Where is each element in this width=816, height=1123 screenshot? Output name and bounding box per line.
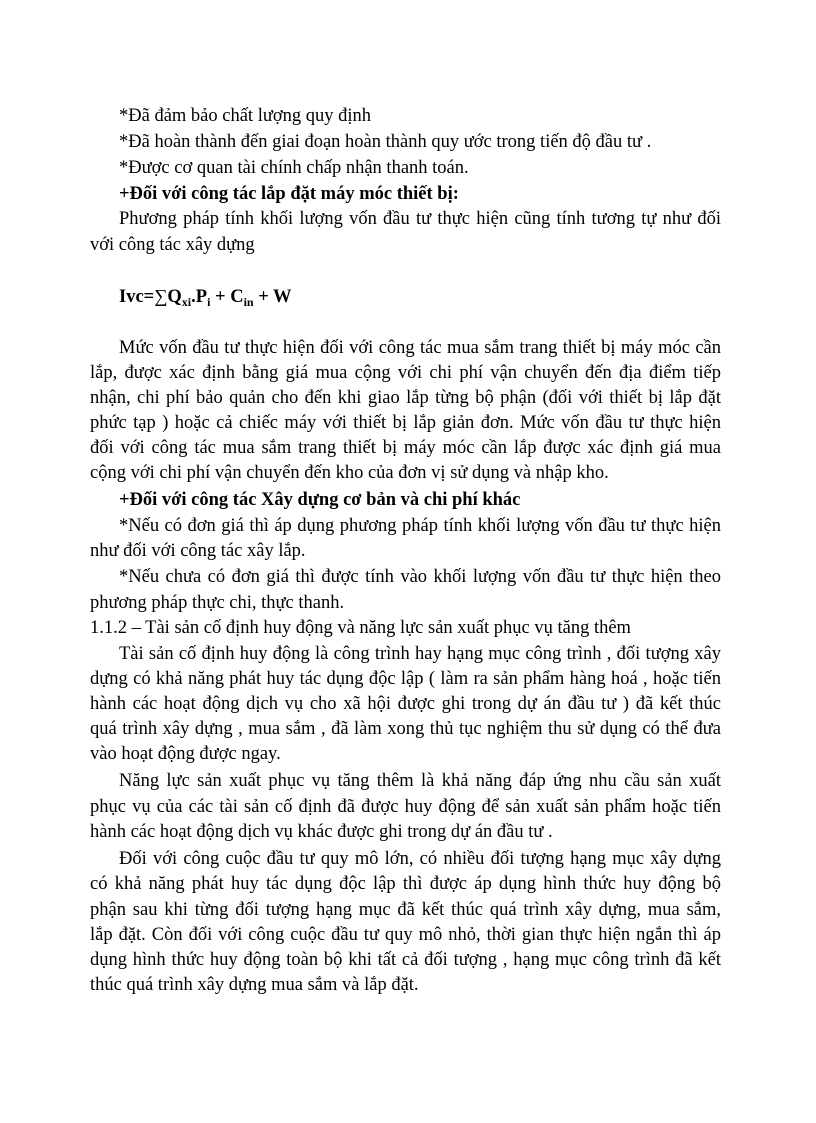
text-line: Phương pháp tính khối lượng vốn đầu tư thực hiện cũng tính tương tự như đối (119, 209, 721, 229)
section-heading: +Đối với công tác lắp đặt máy móc thiết bị: (119, 184, 459, 204)
text-line: phức tạp ) hoặc cả chiếc máy với thiết bị lắp giản đơn. Mức vốn đầu tư thực hiện (90, 413, 721, 433)
text-line: dựng có khả năng phát huy tác dụng độc lập ( làm ra sản phẩm hàng hoá , hoặc tiến (90, 669, 721, 689)
text-line: *Đã đảm bảo chất lượng quy định (119, 106, 372, 126)
text-line: vào hoạt động được ngay. (90, 744, 281, 764)
text-line: Đối với công cuộc đầu tư quy mô lớn, có nhiều đối tượng hạng mục xây dựng (119, 849, 721, 869)
text-line: Tài sản cố định huy động là công trình hay hạng mục công trình , đối tượng xây (119, 644, 721, 664)
text-line: phương pháp thực chi, thực thanh. (90, 593, 345, 613)
text-line: thúc quá trình xây dựng mua sắm và lắp đặt. (90, 975, 419, 995)
text-line: cộng với chi phí vận chuyển đến kho của đơn vị sử dụng và nhập kho. (90, 463, 609, 483)
text-line: dụng hình thức huy động toàn bộ khi tất cả đối tượng , hạng mục công trình đã kết (90, 950, 721, 970)
text-line: đối với công tác mua sắm trang thiết bị máy móc cần lắp được xác định giá mua (90, 438, 721, 458)
text-line: nhận, chi phí bảo quản cho đến khi giao lắp từng bộ phận (đối với thiết bị lắp đặt (90, 388, 721, 408)
text-line: *Đã hoàn thành đến giai đoạn hoàn thành quy ước trong tiến độ đầu tư . (119, 132, 652, 152)
text-line: lắp, được xác định bằng giá mua cộng với chi phí vận chuyển đến địa điểm tiếp (90, 363, 721, 383)
text-line: hành các hoạt động dịch vụ khác được ghi trong dự án đầu tư . (90, 822, 553, 842)
text-line: với công tác xây dựng (90, 235, 255, 255)
text-line: có khả năng phát huy tác dụng độc lập thì được áp dụng hình thức huy động bộ (90, 874, 721, 894)
text-line: như đối với công tác xây lắp. (90, 541, 306, 561)
text-line: lắp đặt. Còn đối với công cuộc đầu tư quy mô nhỏ, thời gian thực hiện ngắn thì áp (90, 925, 721, 945)
text-line: hành các hoạt động dịch vụ cho xã hội được ghi trong dự án đầu tư ) đã kết thúc (90, 694, 721, 714)
text-line: quá trình xây dựng , mua sắm , đã làm xong thủ tục nghiệm thu sử dụng có thể đưa (90, 719, 721, 739)
text-line: *Nếu có đơn giá thì áp dụng phương pháp tính khối lượng vốn đầu tư thực hiện (119, 516, 721, 536)
section-heading: +Đối với công tác Xây dựng cơ bản và chi phí khác (119, 490, 521, 510)
text-line: Năng lực sản xuất phục vụ tăng thêm là khả năng đáp ứng nhu cầu sản xuất (119, 771, 721, 791)
formula: $Ivc=\sum Q_{xi}.P_i + C_{in} + W$ (119, 287, 292, 309)
text-line: phận sau khi từng đối tượng hạng mục đã kết thúc quá trình xây dựng, mua sắm, (90, 900, 721, 920)
text-line: Mức vốn đầu tư thực hiện đối với công tác mua sắm trang thiết bị máy móc cần (119, 338, 721, 358)
text-line: *Nếu chưa có đơn giá thì được tính vào khối lượng vốn đầu tư thực hiện theo (119, 567, 721, 587)
text-line: phục vụ của các tài sản cố định đã được huy động để sản xuất sản phẩm hoặc tiến (90, 797, 721, 817)
text-line: *Được cơ quan tài chính chấp nhận thanh toán. (119, 158, 469, 178)
subsection-heading: 1.1.2 – Tài sản cố định huy động và năng lực sản xuất phục vụ tăng thêm (90, 618, 631, 638)
